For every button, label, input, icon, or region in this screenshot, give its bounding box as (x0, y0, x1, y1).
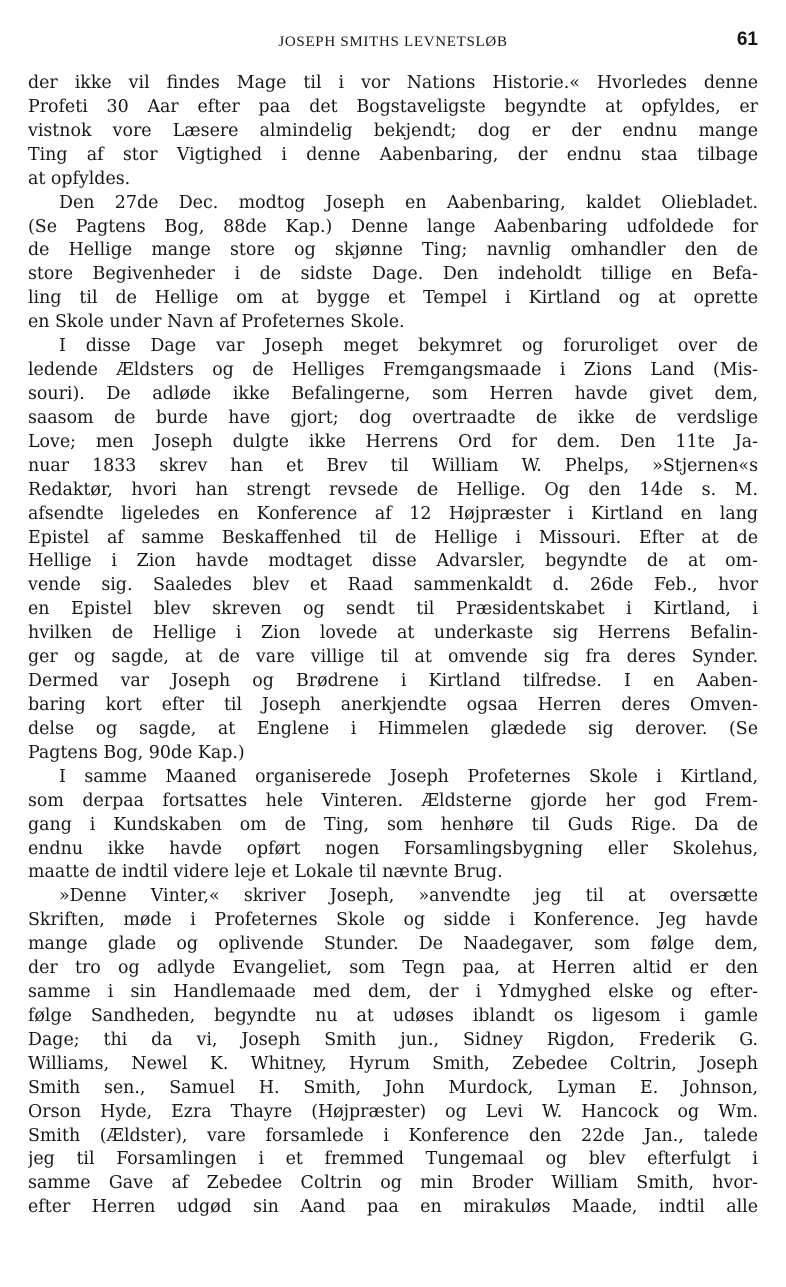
text-line: »Denne Vinter,« skriver Joseph, »anvendte jeg til at oversætte (59, 886, 758, 907)
text-line: ledende Ældsters og de Helliges Fremgangsmaade i Zions Land (Mis- (28, 360, 758, 381)
text-line: Ting af stor Vigtighed i denne Aabenbaring, der endnu staa tilbage (28, 144, 758, 165)
text-line: en Skole under Navn af Profeternes Skole. (28, 312, 405, 333)
text-line: gang i Kundskaben om de Ting, som henhøre til Guds Rige. Da de (28, 814, 758, 835)
text-line: store Begivenheder i de sidste Dage. Den indeholdt tillige en Befa- (28, 264, 758, 285)
text-line: de Hellige mange store og skjønne Ting; navnlig omhandler den de (28, 240, 758, 261)
text-line: at opfyldes. (28, 168, 131, 189)
text-line: souri). De adløde ikke Befalingerne, som Herren havde givet dem, (28, 383, 758, 404)
text-line: Skriften, møde i Profeternes Skole og sidde i Konference. Jeg havde (28, 910, 758, 931)
running-head (28, 29, 758, 60)
text-line: Redaktør, hvori han strengt revsede de Hellige. Og den 14de s. M. (28, 479, 758, 500)
running-title: JOSEPH SMITHS LEVNETSLØB (278, 34, 508, 50)
text-line: Williams, Newel K. Whitney, Hyrum Smith, Zebedee Coltrin, Joseph (28, 1053, 758, 1074)
text-line: ling til de Hellige om at bygge et Tempel i Kirtland og at oprette (28, 288, 758, 309)
text-line: vende sig. Saaledes blev et Raad sammenkaldt d. 26de Feb., hvor (28, 575, 758, 596)
text-line: delse og sagde, at Englene i Himmelen glædede sig derover. (Se (28, 718, 758, 739)
text-line: Dermed var Joseph og Brødrene i Kirtland tilfredse. I en Aaben- (28, 671, 758, 692)
text-line: jeg til Forsamlingen i et fremmed Tungemaal og blev efterfulgt i (28, 1149, 758, 1170)
text-line: Epistel af samme Beskaffenhed til de Hellige i Missouri. Efter at de (28, 527, 758, 548)
text-line: Profeti 30 Aar efter paa det Bogstaveligste begyndte at opfyldes, er (28, 96, 758, 117)
text-line: samme Gave af Zebedee Coltrin og min Broder William Smith, hvor- (28, 1173, 758, 1194)
text-line: samme i sin Handlemaade med dem, der i Ydmyghed elske og efter- (28, 982, 758, 1003)
text-line: mange glade og oplivende Stunder. De Naadegaver, som følge dem, (28, 934, 758, 955)
text-line: følge Sandheden, begyndte nu at udøses iblandt os ligesom i gamle (28, 1005, 758, 1026)
text-line: Orson Hyde, Ezra Thayre (Højpræster) og Levi W. Hancock og Wm. (28, 1101, 758, 1122)
text-line: en Epistel blev skreven og sendt til Præsidentskabet i Kirtland, i (28, 599, 758, 620)
text-line: hvilken de Hellige i Zion lovede at underkaste sig Herrens Befalin- (28, 623, 758, 644)
text-line: efter Herren udgød sin Aand paa en mirakuløs Maade, indtil alle (28, 1197, 758, 1218)
text-line: baring kort efter til Joseph anerkjendte ogsaa Herren deres Omven- (28, 694, 758, 715)
text-line: maatte de indtil videre leje et Lokale til nævnte Brug. (28, 862, 503, 883)
text-line: Smith (Ældster), vare forsamlede i Konference den 22de Jan., talede (28, 1125, 758, 1146)
text-line: Dage; thi da vi, Joseph Smith jun., Sidney Rigdon, Frederik G. (28, 1029, 758, 1050)
text-line: Hellige i Zion havde modtaget disse Advarsler, begyndte de at om- (28, 551, 758, 572)
text-line: vistnok vore Læsere almindelig bekjendt; dog er der endnu mange (28, 120, 758, 141)
text-line: Love; men Joseph dulgte ikke Herrens Ord for dem. Den 11te Ja- (28, 431, 758, 452)
text-line: Pagtens Bog, 90de Kap.) (28, 742, 245, 763)
text-line: der ikke vil findes Mage til i vor Nations Historie.« Hvorledes denne (28, 73, 758, 93)
text-line: Den 27de Dec. modtog Joseph en Aabenbaring, kaldet Oliebladet. (59, 192, 758, 213)
text-line: som derpaa fortsattes hele Vinteren. Ældsterne gjorde her god Frem- (28, 790, 758, 811)
body-text (28, 72, 758, 1220)
text-line: ger og sagde, at de vare villige til at omvende sig fra deres Synder. (28, 647, 758, 668)
text-line: I samme Maaned organiserede Joseph Profeternes Skole i Kirtland, (59, 766, 758, 787)
text-line: Smith sen., Samuel H. Smith, John Murdock, Lyman E. Johnson, (28, 1077, 758, 1098)
text-line: saasom de burde have gjort; dog overtraadte de ikke de verdslige (28, 407, 758, 428)
text-line: der tro og adlyde Evangeliet, som Tegn paa, at Herren altid er den (28, 958, 758, 979)
page-number: 61 (736, 29, 758, 50)
text-line: endnu ikke havde opført nogen Forsamlingsbygning eller Skolehus, (28, 838, 758, 859)
text-line: (Se Pagtens Bog, 88de Kap.) Denne lange Aabenbaring udfoldede for (28, 216, 758, 237)
text-line: nuar 1833 skrev han et Brev til William W. Phelps, »Stjernen«s (28, 455, 758, 476)
text-line: afsendte ligeledes en Konference af 12 Højpræster i Kirtland en lang (28, 503, 758, 524)
text-line: I disse Dage var Joseph meget bekymret og foruroliget over de (59, 336, 758, 357)
